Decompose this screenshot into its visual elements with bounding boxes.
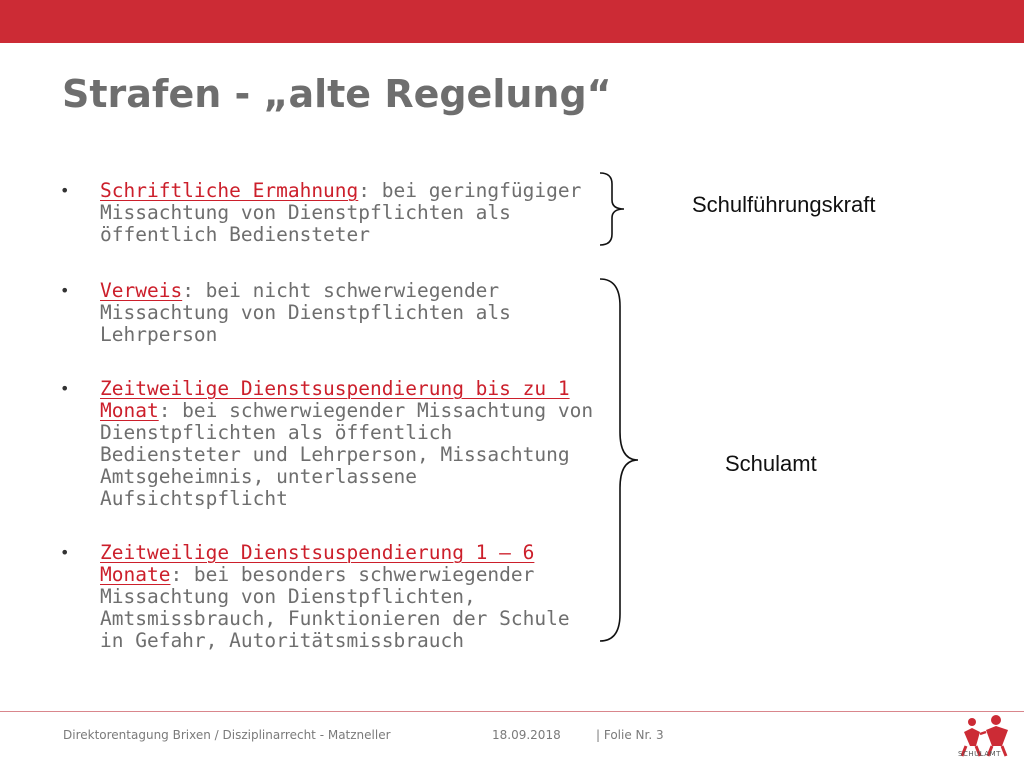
footer-event-text: Direktorentagung Brixen / Disziplinarrecht - Matzneller <box>63 728 391 742</box>
penalty-term: Schriftliche Ermahnung <box>100 179 359 202</box>
logo-label: SCHULAMT <box>958 750 1001 758</box>
bullet-text <box>100 542 600 652</box>
bullet-item <box>60 542 600 652</box>
penalty-term: Zeitweilige Dienstsuspendierung bis zu 1 Monat <box>100 377 570 422</box>
penalty-description: : bei nicht schwerwiegender Missachtung von Dienstpflichten als Lehrperson <box>100 279 511 346</box>
role-label-school-leader: Schulführungskraft <box>692 192 876 217</box>
top-accent-bar <box>0 0 1024 43</box>
bullet-dot-icon: • <box>60 181 70 200</box>
bullet-text <box>100 378 600 510</box>
bullet-dot-icon: • <box>60 281 70 300</box>
bullet-item <box>60 280 600 346</box>
bullet-dot-icon: • <box>60 543 70 562</box>
penalty-description: : bei besonders schwerwiegender Missachtung von Dienstpflichten, Amtsmissbrauch, Funktionieren der Schule in Gefahr, Autoritätsmissbrauch <box>100 563 570 652</box>
penalty-term: Verweis <box>100 279 183 302</box>
footer-divider <box>0 711 1024 712</box>
penalty-description: : bei geringfügiger Missachtung von Dienstpflichten als öffentlich Bediensteter <box>100 179 582 246</box>
penalty-term: Zeitweilige Dienstsuspendierung 1 – 6 Monate <box>100 541 535 586</box>
footer-date: 18.09.2018 <box>492 728 561 742</box>
right-curly-brace-icon <box>598 276 644 644</box>
bullet-item <box>60 378 600 510</box>
bullet-item <box>60 180 600 246</box>
bullet-text <box>100 280 600 346</box>
bullet-dot-icon: • <box>60 379 70 398</box>
penalty-description: : bei schwerwiegender Missachtung von Dienstpflichten als öffentlich Bediensteter und Lehrperson, Missachtung Amtsgeheimnis, unterlassene Aufsichtspflicht <box>100 399 594 510</box>
slide-title: Strafen - „alte Regelung“ <box>62 72 612 116</box>
bullet-text <box>100 180 600 246</box>
right-curly-brace-icon <box>598 170 630 248</box>
footer-slide-number: | Folie Nr. 3 <box>596 728 664 742</box>
role-label-school-office: Schulamt <box>725 451 817 476</box>
